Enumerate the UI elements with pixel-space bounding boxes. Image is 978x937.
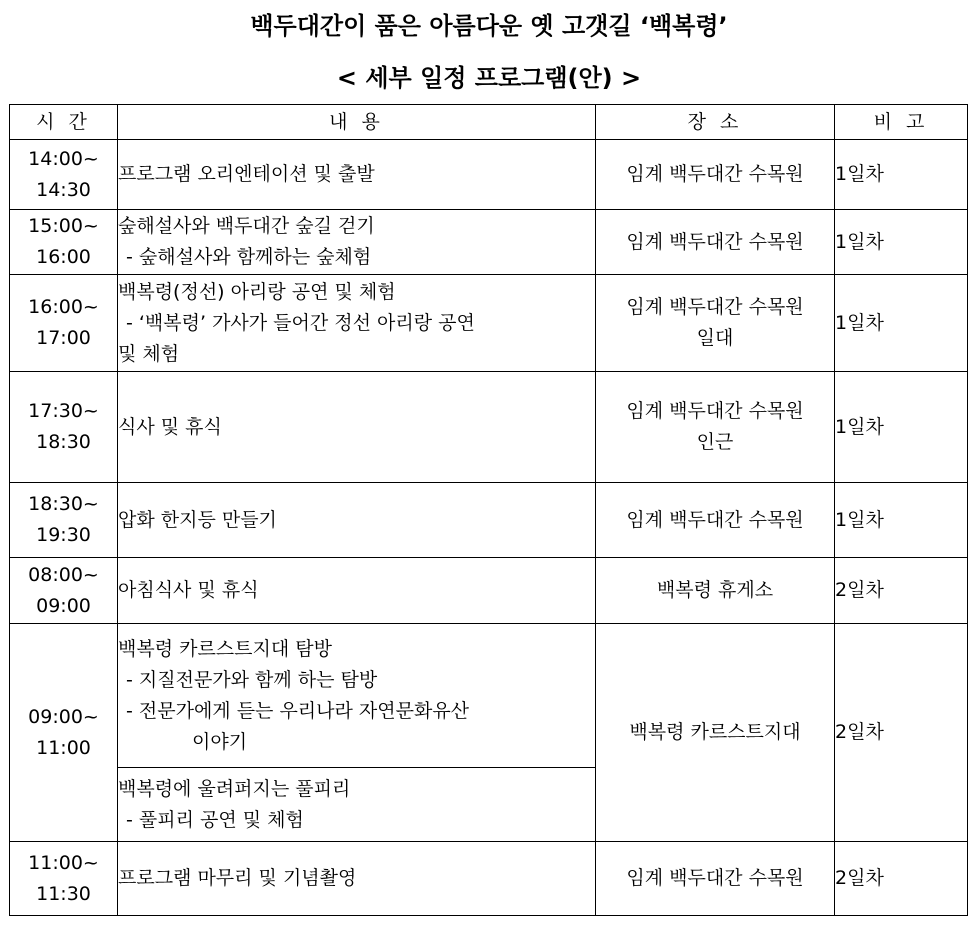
note-cell: 2일차 [835, 558, 968, 624]
place-line: 임계 백두대간 수목원 [626, 163, 804, 185]
content-line: - 전문가에게 듣는 우리나라 자연문화유산 [126, 699, 470, 722]
document-subtitle: < 세부 일정 프로그램(안) > [336, 64, 642, 92]
content-line: 식사 및 휴식 [118, 415, 222, 438]
time-start: 17:30~ [28, 400, 99, 422]
place-cell [596, 210, 835, 275]
note-cell: 1일차 [835, 140, 968, 210]
content-cell [118, 140, 596, 210]
content-cell [118, 483, 596, 558]
time-cell [10, 210, 118, 275]
note-cell: 1일차 [835, 210, 968, 275]
time-start: 09:00~ [28, 705, 99, 728]
table-row [10, 210, 968, 275]
content-line: 및 체험 [118, 342, 180, 365]
content-line: - 풀피리 공연 및 체험 [126, 808, 304, 831]
header-note: 비 고 [835, 105, 968, 140]
time-cell [10, 275, 118, 372]
note-cell: 1일차 [835, 483, 968, 558]
content-cell [118, 372, 596, 483]
content-cell [118, 624, 596, 768]
place-cell [596, 558, 835, 624]
document-title: 백두대간이 품은 아름다운 옛 고갯길 ‘백복령’ [250, 12, 728, 40]
time-cell [10, 140, 118, 210]
time-start: 16:00~ [28, 296, 99, 318]
content-line: 프로그램 마무리 및 기념촬영 [118, 867, 357, 889]
time-end: 11:30 [36, 882, 91, 905]
time-cell [10, 842, 118, 916]
content-line: - ‘백복령’ 가사가 들어간 정선 아리랑 공연 [126, 311, 475, 334]
time-end: 16:00 [36, 246, 91, 268]
content-cell [118, 842, 596, 916]
table-row [10, 483, 968, 558]
note-cell: 1일차 [835, 275, 968, 372]
time-cell [10, 372, 118, 483]
header-content: 내 용 [118, 105, 596, 140]
time-start: 18:30~ [28, 493, 99, 515]
time-start: 08:00~ [28, 563, 99, 586]
place-cell [596, 483, 835, 558]
content-line: 프로그램 오리엔테이션 및 출발 [118, 163, 375, 185]
time-end: 11:00 [36, 736, 91, 759]
content-line: 이야기 [192, 730, 248, 753]
place-cell [596, 140, 835, 210]
time-start: 14:00~ [28, 147, 99, 170]
place-line: 일대 [696, 327, 734, 349]
time-start: 15:00~ [28, 215, 99, 237]
content-line: 백복령(정선) 아리랑 공연 및 체험 [118, 280, 396, 303]
content-cell [118, 768, 596, 842]
table-row [10, 558, 968, 624]
note-cell: 2일차 [835, 842, 968, 916]
header-row [10, 105, 968, 140]
place-line: 임계 백두대간 수목원 [626, 296, 804, 318]
place-cell [596, 275, 835, 372]
time-end: 09:00 [36, 594, 91, 617]
place-cell [596, 624, 835, 842]
content-cell [118, 210, 596, 275]
place-line: 백복령 카르스트지대 [629, 721, 801, 743]
place-line: 임계 백두대간 수목원 [626, 867, 804, 889]
content-line: 백복령 카르스트지대 탐방 [118, 637, 332, 660]
time-start: 11:00~ [28, 851, 99, 874]
note-cell: 1일차 [835, 372, 968, 483]
place-cell [596, 372, 835, 483]
content-line: 아침식사 및 휴식 [118, 579, 259, 601]
time-end: 18:30 [36, 431, 91, 453]
table-row [10, 624, 968, 768]
place-line: 임계 백두대간 수목원 [626, 508, 804, 531]
content-line: 압화 한지등 만들기 [118, 508, 277, 531]
content-line: 숲해설사와 백두대간 숲길 걷기 [118, 215, 375, 237]
time-end: 14:30 [36, 178, 91, 201]
time-end: 17:00 [36, 327, 91, 349]
table-row [10, 275, 968, 372]
time-end: 19:30 [36, 524, 91, 546]
place-line: 인근 [696, 431, 734, 453]
content-cell [118, 275, 596, 372]
table-row [10, 842, 968, 916]
place-cell [596, 842, 835, 916]
content-line: - 숲해설사와 함께하는 숲체험 [126, 246, 372, 268]
header-time: 시 간 [10, 105, 118, 140]
content-line: - 지질전문가와 함께 하는 탐방 [126, 668, 378, 691]
place-line: 임계 백두대간 수목원 [626, 400, 804, 422]
schedule-table [9, 104, 968, 916]
content-cell [118, 558, 596, 624]
table-row [10, 140, 968, 210]
place-line: 백복령 휴게소 [656, 579, 774, 601]
time-cell [10, 483, 118, 558]
content-line: 백복령에 울려퍼지는 풀피리 [118, 777, 351, 800]
time-cell [10, 558, 118, 624]
table-row [10, 372, 968, 483]
header-place: 장 소 [596, 105, 835, 140]
note-cell: 2일차 [835, 624, 968, 842]
place-line: 임계 백두대간 수목원 [626, 230, 804, 253]
time-cell [10, 624, 118, 842]
